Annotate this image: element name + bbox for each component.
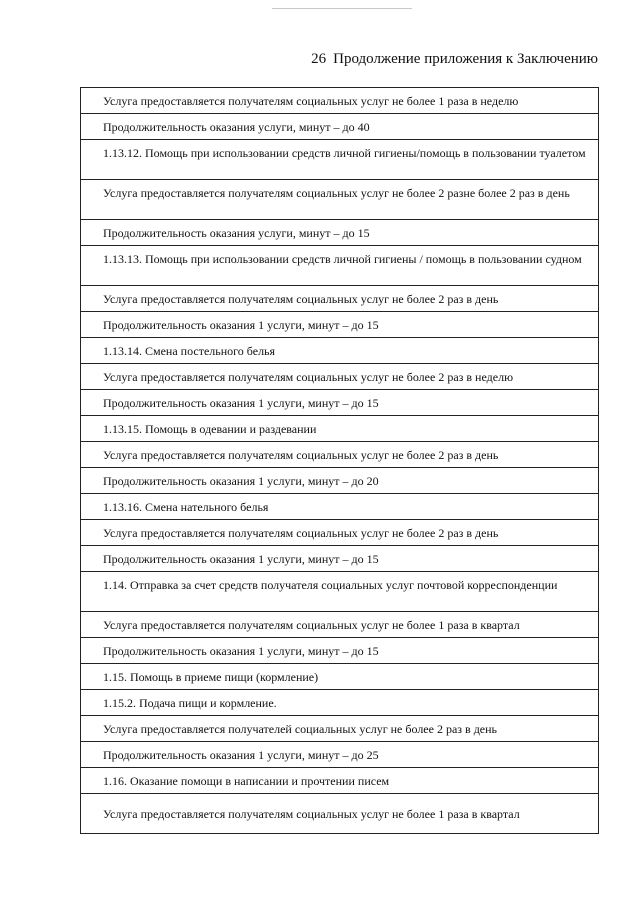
table-cell: Услуга предоставляется получателям социальных услуг не более 2 раз в день — [103, 525, 499, 540]
table-cell: Продолжительность оказания 1 услуги, минут – до 20 — [103, 473, 379, 488]
table-cell: 1.15.2. Подача пищи и кормление. — [103, 695, 277, 710]
page-header — [0, 50, 598, 68]
table-cell: Услуга предоставляется получателям социальных услуг не более 1 раза в квартал — [103, 617, 520, 632]
table-cell: 1.13.13. Помощь при использовании средств личной гигиены / помощь в пользовании судном — [103, 252, 582, 266]
table-cell: Продолжительность оказания 1 услуги, минут – до 15 — [103, 643, 379, 658]
table-cell: Услуга предоставляется получателям социальных услуг не более 2 раз в день — [103, 447, 499, 462]
table-row — [81, 520, 598, 546]
table-row — [81, 442, 598, 468]
table-row — [81, 494, 598, 520]
table-row — [81, 794, 598, 834]
table-row — [81, 220, 598, 246]
table-row — [81, 572, 598, 612]
table-cell: Продолжительность оказания 1 услуги, минут – до 15 — [103, 395, 379, 410]
table-row — [81, 114, 598, 140]
table-cell: Услуга предоставляется получателям социальных услуг не более 2 раз в день — [103, 291, 499, 306]
table-cell: Услуга предоставляется получателям социальных услуг не более 2 раз в неделю — [103, 369, 514, 384]
table-row — [81, 390, 598, 416]
table-cell: Продолжительность оказания 1 услуги, минут – до 15 — [103, 551, 379, 566]
table-row — [81, 768, 598, 794]
table-row — [81, 716, 598, 742]
table-cell: Продолжительность оказания 1 услуги, минут – до 25 — [103, 747, 379, 762]
table-cell: Услуга предоставляется получателям социальных услуг не более 2 разне более 2 раз в день — [103, 186, 570, 200]
table-cell: 1.13.16. Смена нательного белья — [103, 499, 269, 514]
services-table — [80, 87, 599, 834]
table-cell: 1.16. Оказание помощи в написании и прочтении писем — [103, 773, 390, 788]
table-cell: Продолжительность оказания услуги, минут – до 15 — [103, 225, 370, 240]
table-row — [81, 664, 598, 690]
table-row — [81, 612, 598, 638]
table-cell: Услуга предоставляется получателям социальных услуг не более 1 раза в квартал — [103, 806, 520, 821]
table-row — [81, 364, 598, 390]
table-cell: Продолжительность оказания услуги, минут – до 40 — [103, 119, 370, 134]
table-row — [81, 416, 598, 442]
table-cell: 1.15. Помощь в приеме пищи (кормление) — [103, 669, 319, 684]
table-cell: 1.13.12. Помощь при использовании средств личной гигиены/помощь в пользовании туалетом — [103, 146, 586, 160]
table-row — [81, 312, 598, 338]
table-row — [81, 246, 598, 286]
table-row — [81, 140, 598, 180]
table-cell: Продолжительность оказания 1 услуги, минут – до 15 — [103, 317, 379, 332]
table-row — [81, 690, 598, 716]
table-row — [81, 638, 598, 664]
table-cell: 1.14. Отправка за счет средств получателя социальных услуг почтовой корреспонденции — [103, 578, 558, 592]
table-row — [81, 286, 598, 312]
table-row — [81, 742, 598, 768]
page-number: 26 — [311, 51, 327, 67]
table-row — [81, 88, 598, 114]
scan-artifact-line — [272, 8, 412, 9]
table-cell: Услуга предоставляется получателей социальных услуг не более 2 раз в день — [103, 721, 498, 736]
page-title: Продолжение приложения к Заключению — [333, 51, 598, 67]
table-row — [81, 468, 598, 494]
table-row — [81, 546, 598, 572]
table-row — [81, 338, 598, 364]
table-cell: 1.13.14. Смена постельного белья — [103, 343, 276, 358]
table-row — [81, 180, 598, 220]
table-cell: 1.13.15. Помощь в одевании и раздевании — [103, 421, 317, 436]
table-cell: Услуга предоставляется получателям социальных услуг не более 1 раза в неделю — [103, 93, 519, 108]
